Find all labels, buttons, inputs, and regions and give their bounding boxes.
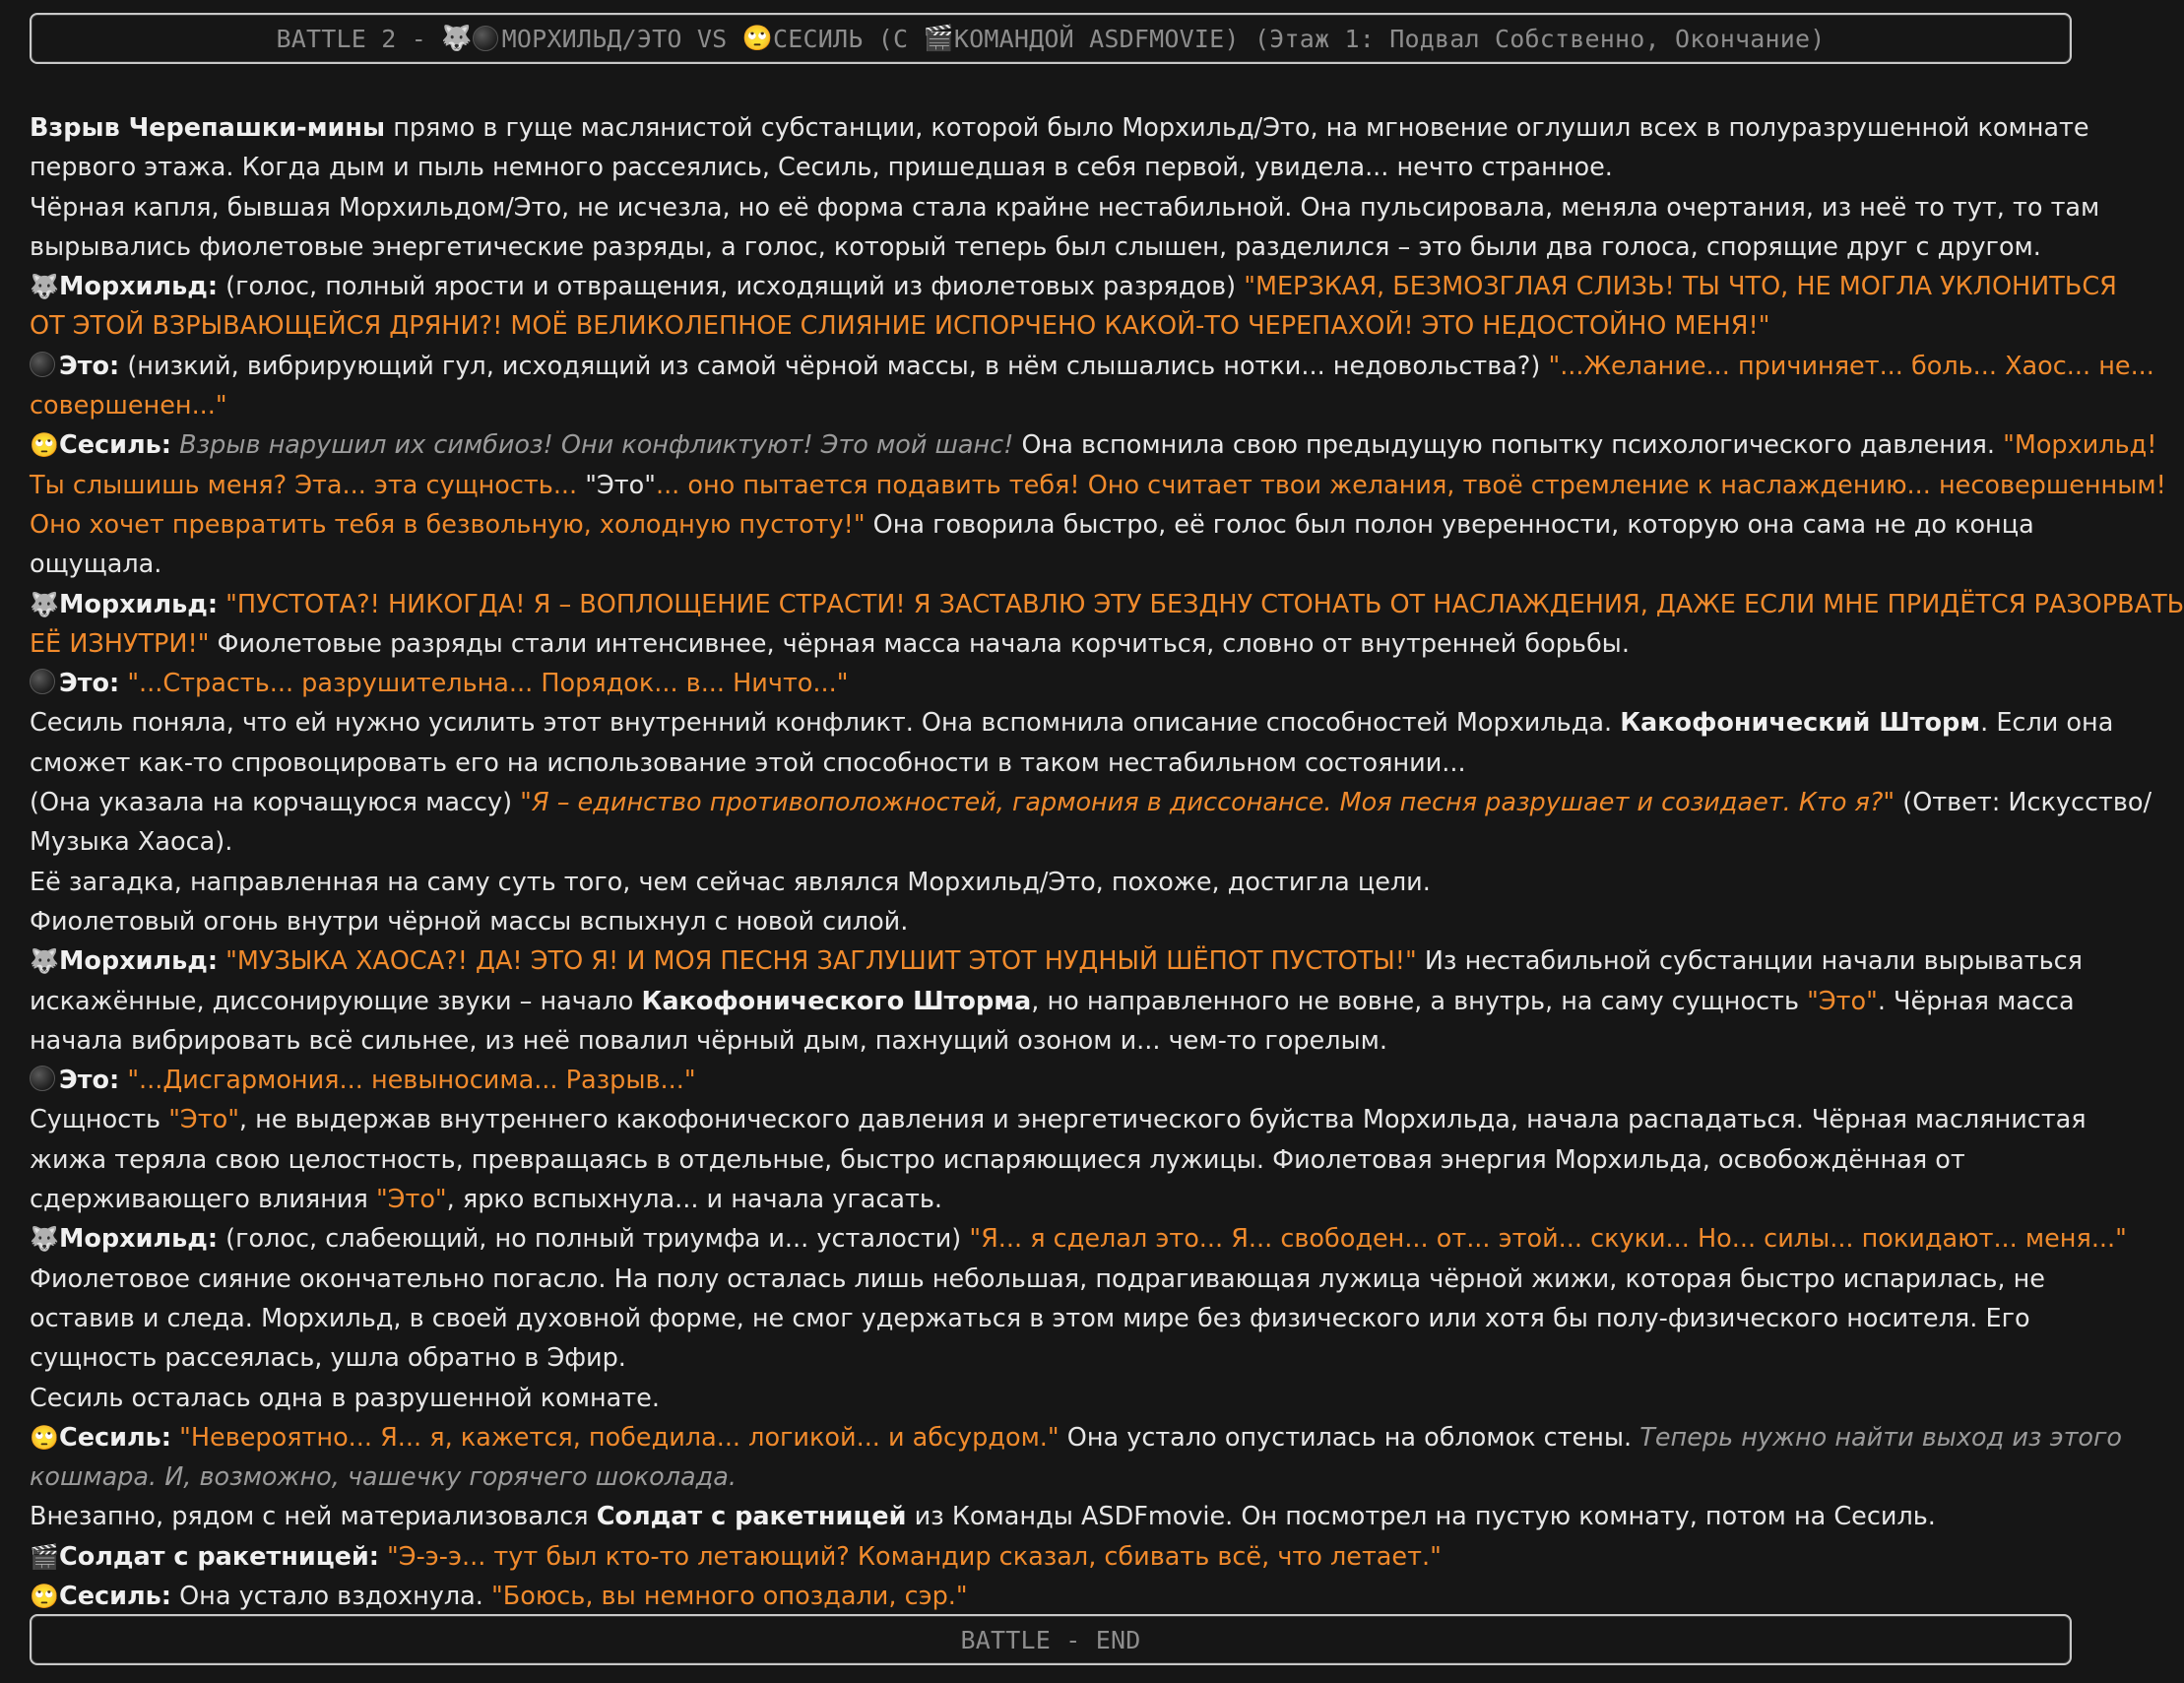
story-line: жижа теряла свою целостность, превращаясь в отдельные, быстро испаряющиеся лужицы. Фиолетовая энергия Морхильда, освобождённая от xyxy=(30,1144,1965,1175)
battle-label: BATTLE 2 - xyxy=(276,24,427,53)
speaker-morhild: Морхильд: xyxy=(59,1224,219,1255)
story-line: 🎬Солдат с ракетницей: "Э-э-э... тут был кто-то летающий? Командир сказал, сбивать всё, что летает." xyxy=(30,1537,2097,1577)
speaker-cecil: Сесиль: xyxy=(59,430,171,461)
story-line: Чёрная капля, бывшая Морхильдом/Это, не исчезла, но её форма стала крайне нестабильной. Она пульсировала, меняла очертания, из неё то тут, то там xyxy=(30,192,2100,223)
story-line: Сущность "Это", не выдержав внутреннего какофонического давления и энергетического буйства Морхильда, начала распадаться. Чёрная маслянистая xyxy=(30,1105,2087,1135)
story-line: 🙄Сесиль: Она устало вздохнула. "Боюсь, вы немного опоздали, сэр." xyxy=(30,1577,2097,1616)
dark-orb-icon xyxy=(30,1066,55,1091)
speaker-cecil: Сесиль: xyxy=(59,1581,171,1611)
story-line: (Она указала на корчащуюся массу) "Я – единство противоположностей, гармония в диссонансе. Моя песня разрушает и созидает. Кто я?" (Ответ: Искусство/ xyxy=(30,788,2152,818)
story-line: искажённые, диссонирующие звуки – начало Какофонического Шторма, но направленного не вовне, а внутрь, на саму сущность "Это". Чёрная масса xyxy=(30,986,2075,1016)
story-line: 🙄Сесиль: "Невероятно... Я... я, кажется, победила... логикой... и абсурдом." Она устало опустилась на обломок стены. Теперь нужно найти выход из этого xyxy=(30,1418,2097,1457)
speaker-morhild: Морхильд: xyxy=(59,272,219,302)
story-line: Это: (низкий, вибрирующий гул, исходящий из самой чёрной массы, в нём слышались нотки... недовольства?) "...Желание... причиняет... боль... Хаос... не... xyxy=(30,347,2097,386)
story-line: ЕЁ ИЗНУТРИ!" Фиолетовые разряды стали интенсивнее, чёрная масса начала корчиться, словно от внутренней борьбы. xyxy=(30,628,1630,659)
story-line: оставив и следа. Морхильд, в своей духовной форме, не смог удержаться в этом мире без физического или хотя бы полу-физического носителя. Его xyxy=(30,1303,2030,1333)
battle-header-banner xyxy=(30,13,2072,64)
story-line: 🐺Морхильд: "МУЗЫКА ХАОСА?! ДА! ЭТО Я! И МОЯ ПЕСНЯ ЗАГЛУШИТ ЭТОТ НУДНЫЙ ШЁПОТ ПУСТОТЫ!" Из нестабильной субстанции начали вырываться xyxy=(30,941,2097,981)
dark-orb-icon xyxy=(30,352,55,377)
story-line: 🐺Морхильд: (голос, полный ярости и отвращения, исходящий из фиолетовых разрядов) "МЕРЗКАЯ, БЕЗМОЗГЛАЯ СЛИЗЬ! ТЫ ЧТО, НЕ МОГЛА УКЛОНИТЬСЯ xyxy=(30,267,2097,306)
story-line: сможет как-то спровоцировать его на использование этой способности в таком нестабильном состоянии... xyxy=(30,747,1466,778)
story-line: сдерживающего влияния "Это", ярко вспыхнула... и начала угасать. xyxy=(30,1185,943,1215)
story-line: совершенен..." xyxy=(30,391,227,421)
wolf-icon: 🐺 xyxy=(30,947,59,976)
story-line: Внезапно, рядом с ней материализовался Солдат с ракетницей из Команды ASDFmovie. Он посмотрел на пустую комнату, потом на Сесиль. xyxy=(30,1502,1936,1532)
story-line: Фиолетовый огонь внутри чёрной массы вспыхнул с новой силой. xyxy=(30,906,909,937)
story-line: Её загадка, направленная на саму суть того, чем сейчас являлся Морхильд/Это, похоже, достигла цели. xyxy=(30,867,1431,897)
wolf-icon: 🐺 xyxy=(30,590,59,618)
story-line: первого этажа. Когда дым и пыль немного рассеялись, Сесиль, пришедшая в себя первой, увидела... нечто странное. xyxy=(30,153,1613,183)
speaker-soldier: Солдат с ракетницей: xyxy=(59,1541,379,1572)
team-name: КОМАНДОЙ ASDFMOVIE) xyxy=(953,24,1240,53)
speaker-morhild: Морхильд: xyxy=(59,946,219,977)
battle-end-banner xyxy=(30,1614,2072,1665)
story-line: Это: "...Страсть... разрушительна... Порядок... в... Ничто..." xyxy=(30,664,2097,703)
story-line: 🐺Морхильд: "ПУСТОТА?! НИКОГДА! Я – ВОПЛОЩЕНИЕ СТРАСТИ! Я ЗАСТАВЛЮ ЭТУ БЕЗДНУ СТОНАТЬ ОТ НАСЛАЖДЕНИЯ, ДАЖЕ ЕСЛИ МНЕ ПРИДЁТСЯ РАЗОРВАТЬ xyxy=(30,585,2097,624)
speaker-eto: Это: xyxy=(59,1066,120,1096)
speaker-eto: Это: xyxy=(59,351,120,381)
speaker-morhild: Морхильд: xyxy=(59,589,219,619)
story-line: Ты слышишь меня? Эта... эта сущность... "Это"... оно пытается подавить тебя! Оно считает твои желания, твоё стремление к наслаждению... несовершенным! xyxy=(30,470,2166,500)
wolf-icon: 🐺 xyxy=(30,273,59,301)
battle-end-label: BATTLE - END xyxy=(960,1625,1141,1654)
battle-story xyxy=(30,108,2184,1616)
wolf-icon: 🐺 xyxy=(441,24,473,52)
location-label: (Этаж 1: Подвал Собственно, Окончание) xyxy=(1253,24,1826,53)
vs-label: VS xyxy=(696,24,728,53)
fighter2-name: СЕСИЛЬ xyxy=(773,24,864,53)
story-line: ощущала. xyxy=(30,550,162,580)
rolling-eyes-icon: 🙄 xyxy=(30,1423,59,1452)
story-line: Музыка Хаоса). xyxy=(30,827,233,858)
dark-orb-icon xyxy=(30,669,55,694)
story-line: Оно хочет превратить тебя в безвольную, холодную пустоту!" Она говорила быстро, её голос был полон уверенности, которую она сама не до конца xyxy=(30,509,2034,540)
story-line: Сесиль осталась одна в разрушенной комнате. xyxy=(30,1383,660,1413)
speaker-eto: Это: xyxy=(59,669,120,699)
story-line: 🙄Сесиль: Взрыв нарушил их симбиоз! Они конфликтуют! Это мой шанс! Она вспомнила свою предыдущую попытку психологического давления. "Морхильд! xyxy=(30,425,2097,465)
with-label: (С xyxy=(877,24,909,53)
clapper-icon: 🎬 xyxy=(30,1542,59,1571)
story-line: начала вибрировать всё сильнее, из неё повалил чёрный дым, пахнущий озоном и... чем-то горелым. xyxy=(30,1025,1387,1056)
rolling-eyes-icon: 🙄 xyxy=(741,24,773,52)
story-line: сущность рассеялась, ушла обратно в Эфир. xyxy=(30,1343,626,1374)
story-line: Это: "...Дисгармония... невыносима... Разрыв..." xyxy=(30,1061,2097,1100)
fighter1-name: МОРХИЛЬД/ЭТО xyxy=(501,24,682,53)
clapper-icon: 🎬 xyxy=(923,24,954,52)
story-line: ОТ ЭТОЙ ВЗРЫВАЮЩЕЙСЯ ДРЯНИ?! МОЁ ВЕЛИКОЛЕПНОЕ СЛИЯНИЕ ИСПОРЧЕНО КАКОЙ-ТО ЧЕРЕПАХОЙ! ЭТО НЕДОСТОЙНО МЕНЯ!" xyxy=(30,311,1770,342)
dark-orb-icon xyxy=(473,26,498,51)
story-line: 🐺Морхильд: (голос, слабеющий, но полный триумфа и... усталости) "Я... я сделал это... Я... свободен... от... этой... скуки... Но... силы... покидают... меня..." xyxy=(30,1219,2097,1259)
wolf-icon: 🐺 xyxy=(30,1225,59,1254)
rolling-eyes-icon: 🙄 xyxy=(30,431,59,460)
story-line: Сесиль поняла, что ей нужно усилить этот внутренний конфликт. Она вспомнила описание способностей Морхильда. Какофонический Шторм. Если она xyxy=(30,708,2114,739)
speaker-cecil: Сесиль: xyxy=(59,1422,171,1453)
story-line: Взрыв Черепашки-мины прямо в гуще маслянистой субстанции, которой было Морхильд/Это, на мгновение оглушил всех в полуразрушенной комнате xyxy=(30,113,2089,143)
story-line: кошмара. И, возможно, чашечку горячего шоколада. xyxy=(30,1462,737,1493)
story-line: вырывались фиолетовые энергетические разряды, а голос, который теперь был слышен, разделился – это были два голоса, спорящие друг с другом. xyxy=(30,231,2041,262)
rolling-eyes-icon: 🙄 xyxy=(30,1582,59,1610)
story-line: Фиолетовое сияние окончательно погасло. На полу осталась лишь небольшая, подрагивающая лужица чёрной жижи, которая быстро испарилась, не xyxy=(30,1263,2045,1294)
